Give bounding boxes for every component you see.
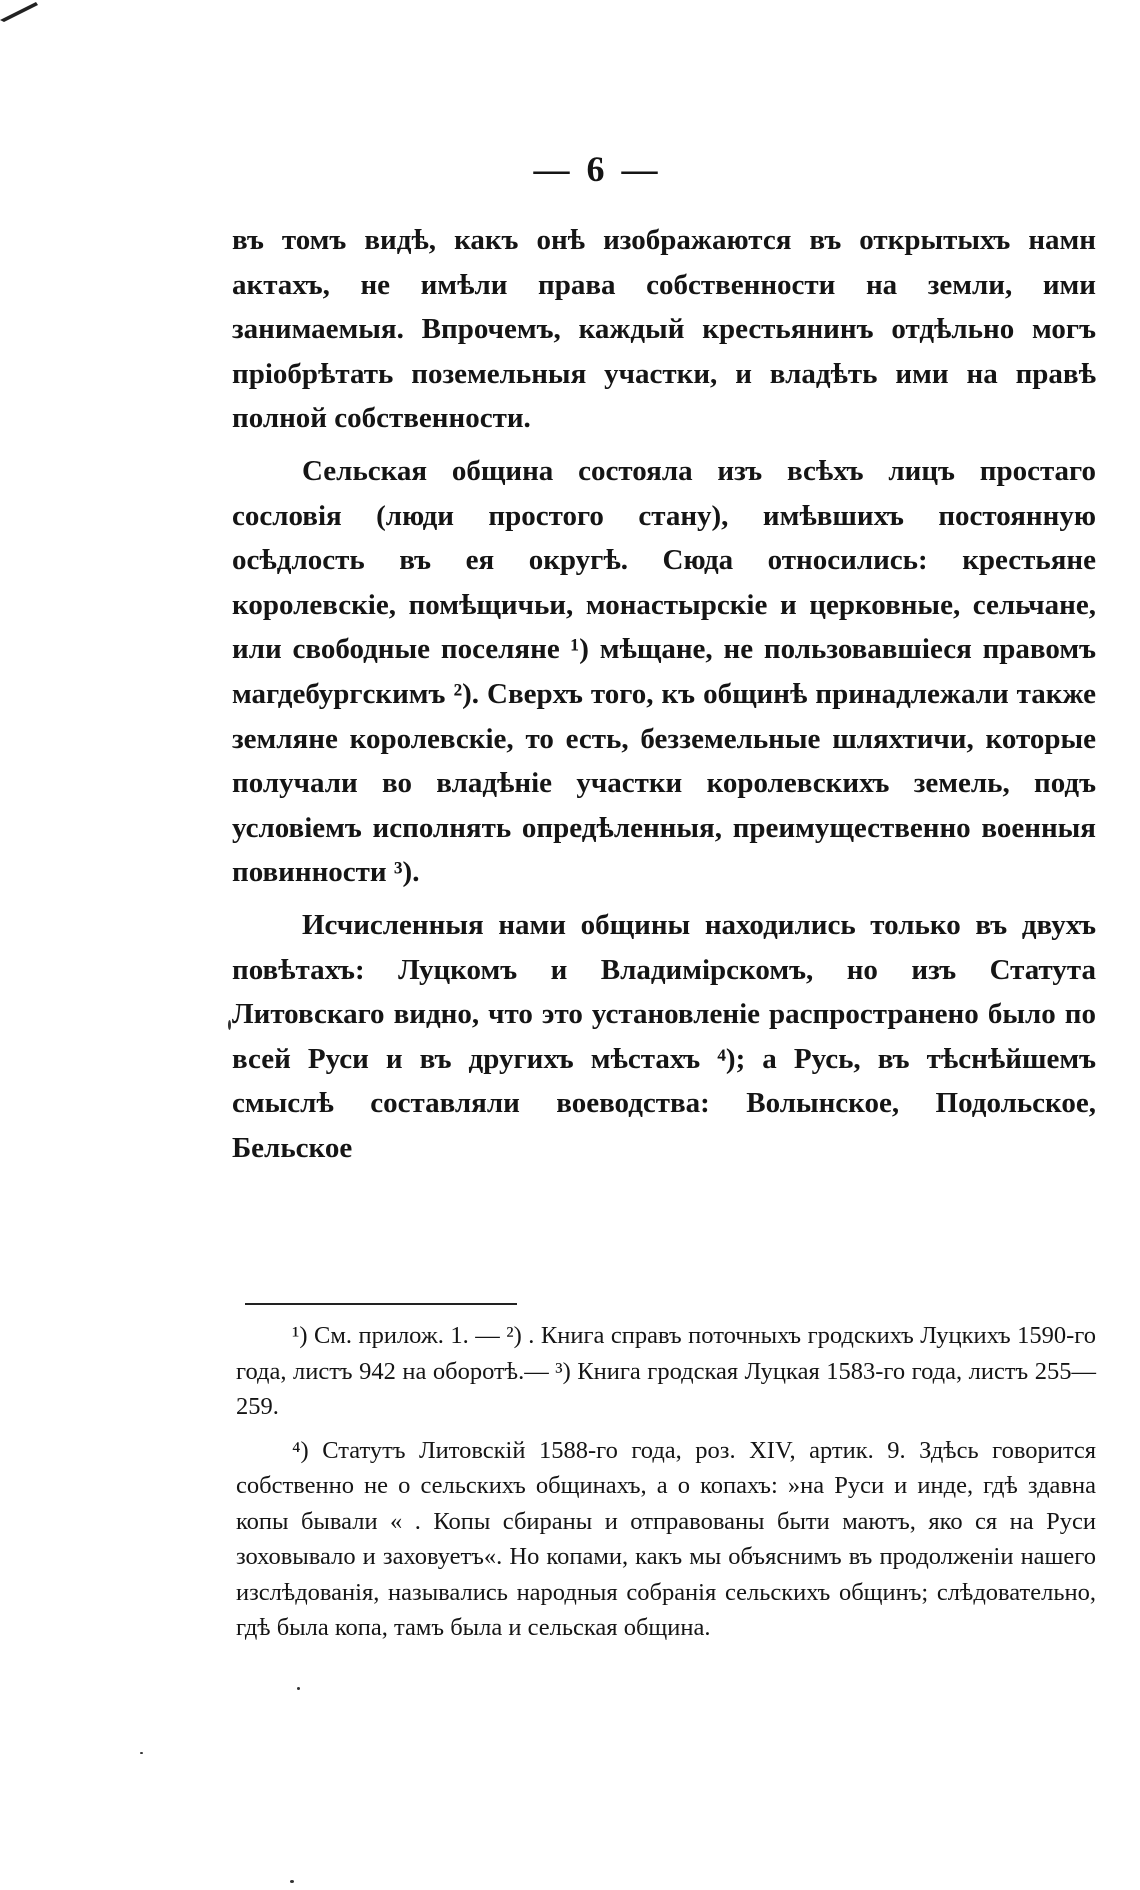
paragraph-continuation: въ томъ видѣ, какъ онѣ изображаются въ открытыхъ намн актахъ, не имѣли права собственности на земли, ими занимаемыя. Впрочемъ, каждый крестьянинъ отдѣльно могъ пріобрѣтать поземельныя участки, и владѣть ими на правѣ полной собственности. — [232, 224, 1096, 435]
corner-ink-mark — [0, 0, 40, 22]
scan-speck — [297, 1687, 300, 1690]
paragraph-enumerated-communities: Исчисленныя нами общины находились только въ двухъ повѣтахъ: Луцкомъ и Владимірскомъ, но изъ Статута Литовскаго видно, что это установленіе распространено было по всей Руси и въ другихъ мѣстахъ ⁴); а Русь, въ тѣснѣйшемъ смыслѣ составляли воеводства: Волынское, Подольское, Бельское — [232, 908, 1096, 1164]
footnotes-block — [236, 1318, 1096, 1654]
footnote-divider — [245, 1303, 517, 1305]
scan-speck — [140, 1752, 143, 1754]
scan-speck — [228, 1020, 231, 1030]
page-number: — 6 — — [533, 149, 662, 189]
paragraph-village-community: Сельская община состояла изъ всѣхъ лицъ простаго сословія (люди простого стану), имѣвшихъ постоянную осѣдлость въ ея округѣ. Сюда относились: крестьяне королевскіе, помѣщичьи, монастырскіе и церковные, сельчане, или свободные поселяне ¹) мѣщане, не пользовавшіеся правомъ магдебургскимъ ²). Сверхъ того, къ общинѣ принадлежали также земляне королевскіе, то есть, безземельные шляхтичи, которые получали во владѣніе участки королевскихъ земель, подъ условіемъ исполнять опредѣленныя, преимущественно военныя повинности ³). — [232, 454, 1096, 889]
footnote-4: ⁴) Статутъ Литовскій 1588-го года, роз. XIV, артик. 9. Здѣсь говорится собственно не о сельскихъ общинахъ, а о копахъ: »на Руси и инде, гдѣ здавна копы бывали « . Копы сбираны и отправованы быти маютъ, яко ся на Руси зоховывало и заховуетъ«. Но копами, какъ мы объяснимъ въ продолженіи нашего изслѣдованія, назывались народныя собранія сельскихъ общинъ; слѣдовательно, гдѣ была копа, тамъ была и сельская община. — [236, 1436, 1096, 1641]
scan-speck — [290, 1880, 294, 1883]
footnote-1-3: ¹) См. прилож. 1. — ²) . Книга справъ поточныхъ гродскихъ Луцкихъ 1590-го года, листъ 942 на оборотѣ.— ³) Книга гродская Луцкая 1583-го года, листъ 255—259. — [236, 1322, 1096, 1420]
main-text-body — [232, 218, 1096, 1178]
